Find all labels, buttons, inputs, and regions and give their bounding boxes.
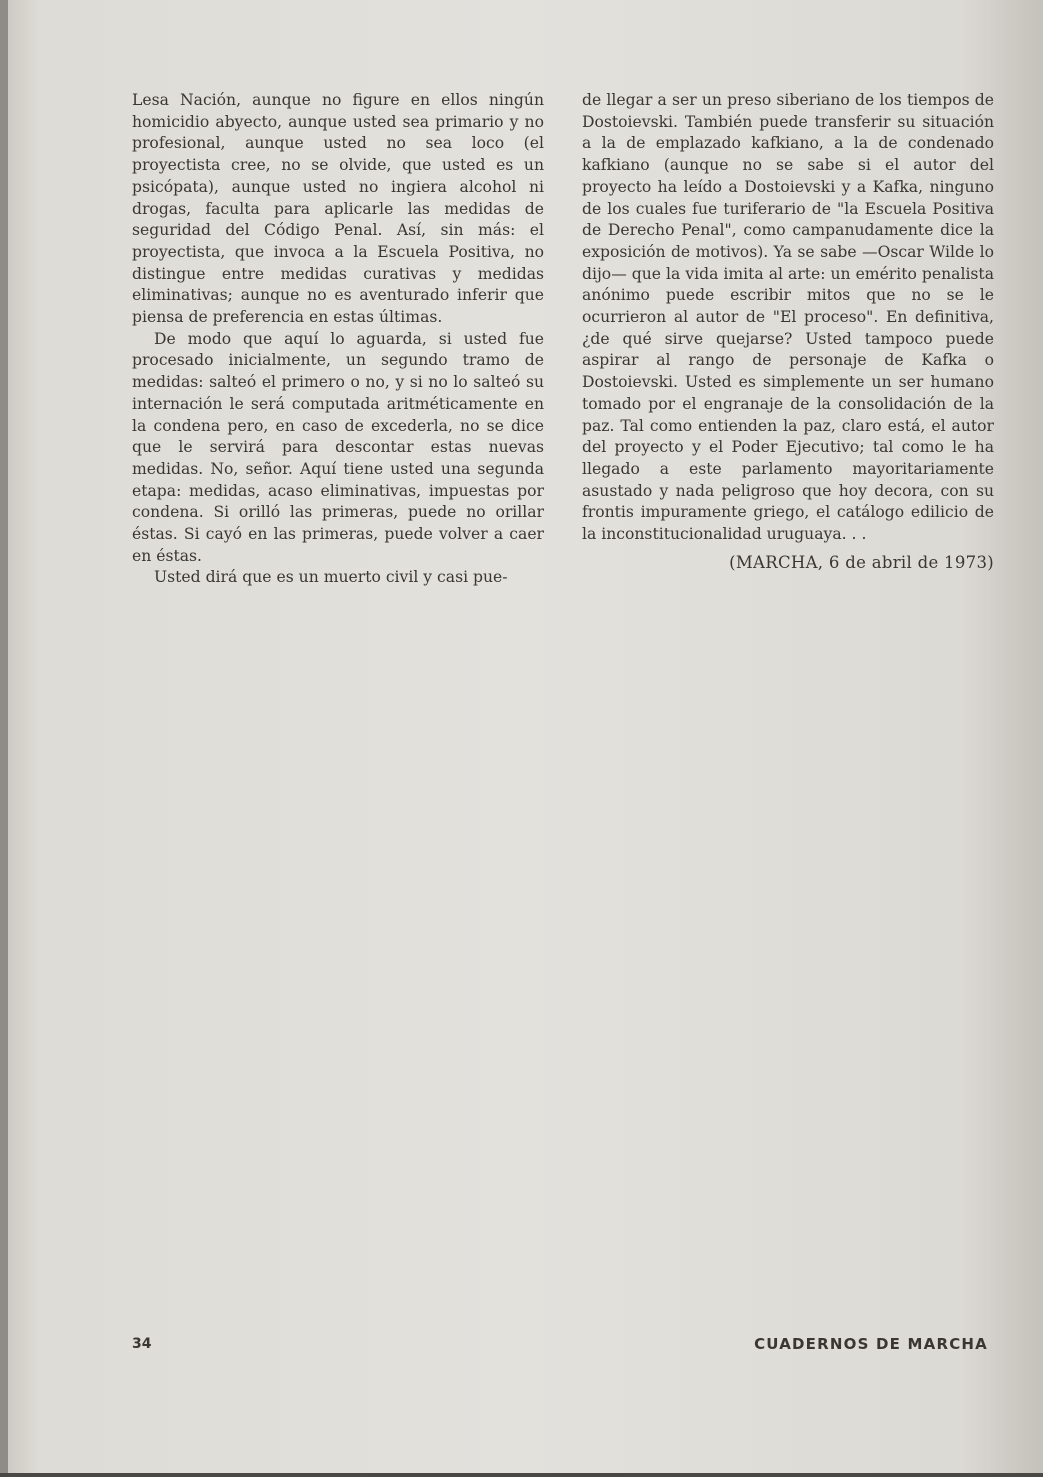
left-paragraph-3: Usted dirá que es un muerto civil y casi pue- xyxy=(154,568,508,587)
right-text-column xyxy=(582,90,994,573)
page-number: 34 xyxy=(132,1336,152,1352)
publication-footer: CUADERNOS DE MARCHA xyxy=(754,1335,988,1353)
left-paragraph-1: Lesa Nación, aunque no figure en ellos ningún homicidio abyecto, aunque usted sea primario y no profesional, aunque usted no sea loco (el proyectista cree, no se olvide, que usted es un psicópata), aunque usted no ingiera alcohol ni drogas, faculta para aplicarle las medidas de seguridad del Código Penal. Así, sin más: el proyectista, que invoca a la Escuela Positiva, no distingue entre medidas curativas y medidas eliminativas; aunque no es aventurado inferir que piensa de preferencia en estas últimas. xyxy=(132,91,544,327)
page-bottom-edge xyxy=(0,1473,1043,1477)
source-citation: (MARCHA, 6 de abril de 1973) xyxy=(729,552,994,572)
left-text-column xyxy=(132,90,544,589)
right-paragraph-1: de llegar a ser un preso siberiano de los tiempos de Dostoievski. También puede transferir su situación a la de emplazado kafkiano, a la de condenado kafkiano (aunque no se sabe si el autor del proyecto ha leído a Dostoievski y a Kafka, ninguno de los cuales fue turiferario de "la Escuela Positiva de Derecho Penal", como campanudamente dice la exposición de motivos). Ya se sabe —Oscar Wilde lo dijo— que la vida imita al arte: un emérito penalista anónimo puede escribir mitos que no se le ocurrieron al autor de "El proceso". En definitiva, ¿de qué sirve quejarse? Usted tampoco puede aspirar al rango de personaje de Kafka o Dostoievski. Usted es simplemente un ser humano tomado por el engranaje de la consolidación de la paz. Tal como entienden la paz, claro está, el autor del proyecto y el Poder Ejecutivo; tal como le ha llegado a este parlamento mayoritariamente asustado y nada peligroso que hoy decora, con su frontis impuramente griego, el catálogo edilicio de la inconstitucionalidad uruguaya. . . xyxy=(582,91,994,544)
page-left-shadow xyxy=(0,0,8,1477)
left-paragraph-2: De modo que aquí lo aguarda, si usted fue procesado inicialmente, un segundo tramo de medidas: salteó el primero o no, y si no lo salteó su internación le será computada aritméticamente en la condena pero, en caso de excederla, no se dice que le servirá para descontar estas nuevas medidas. No, señor. Aquí tiene usted una segunda etapa: medidas, acaso eliminativas, impuestas por condena. Si orilló las primeras, puede no orillar éstas. Si cayó en las primeras, puede volver a caer en éstas. xyxy=(132,329,544,565)
